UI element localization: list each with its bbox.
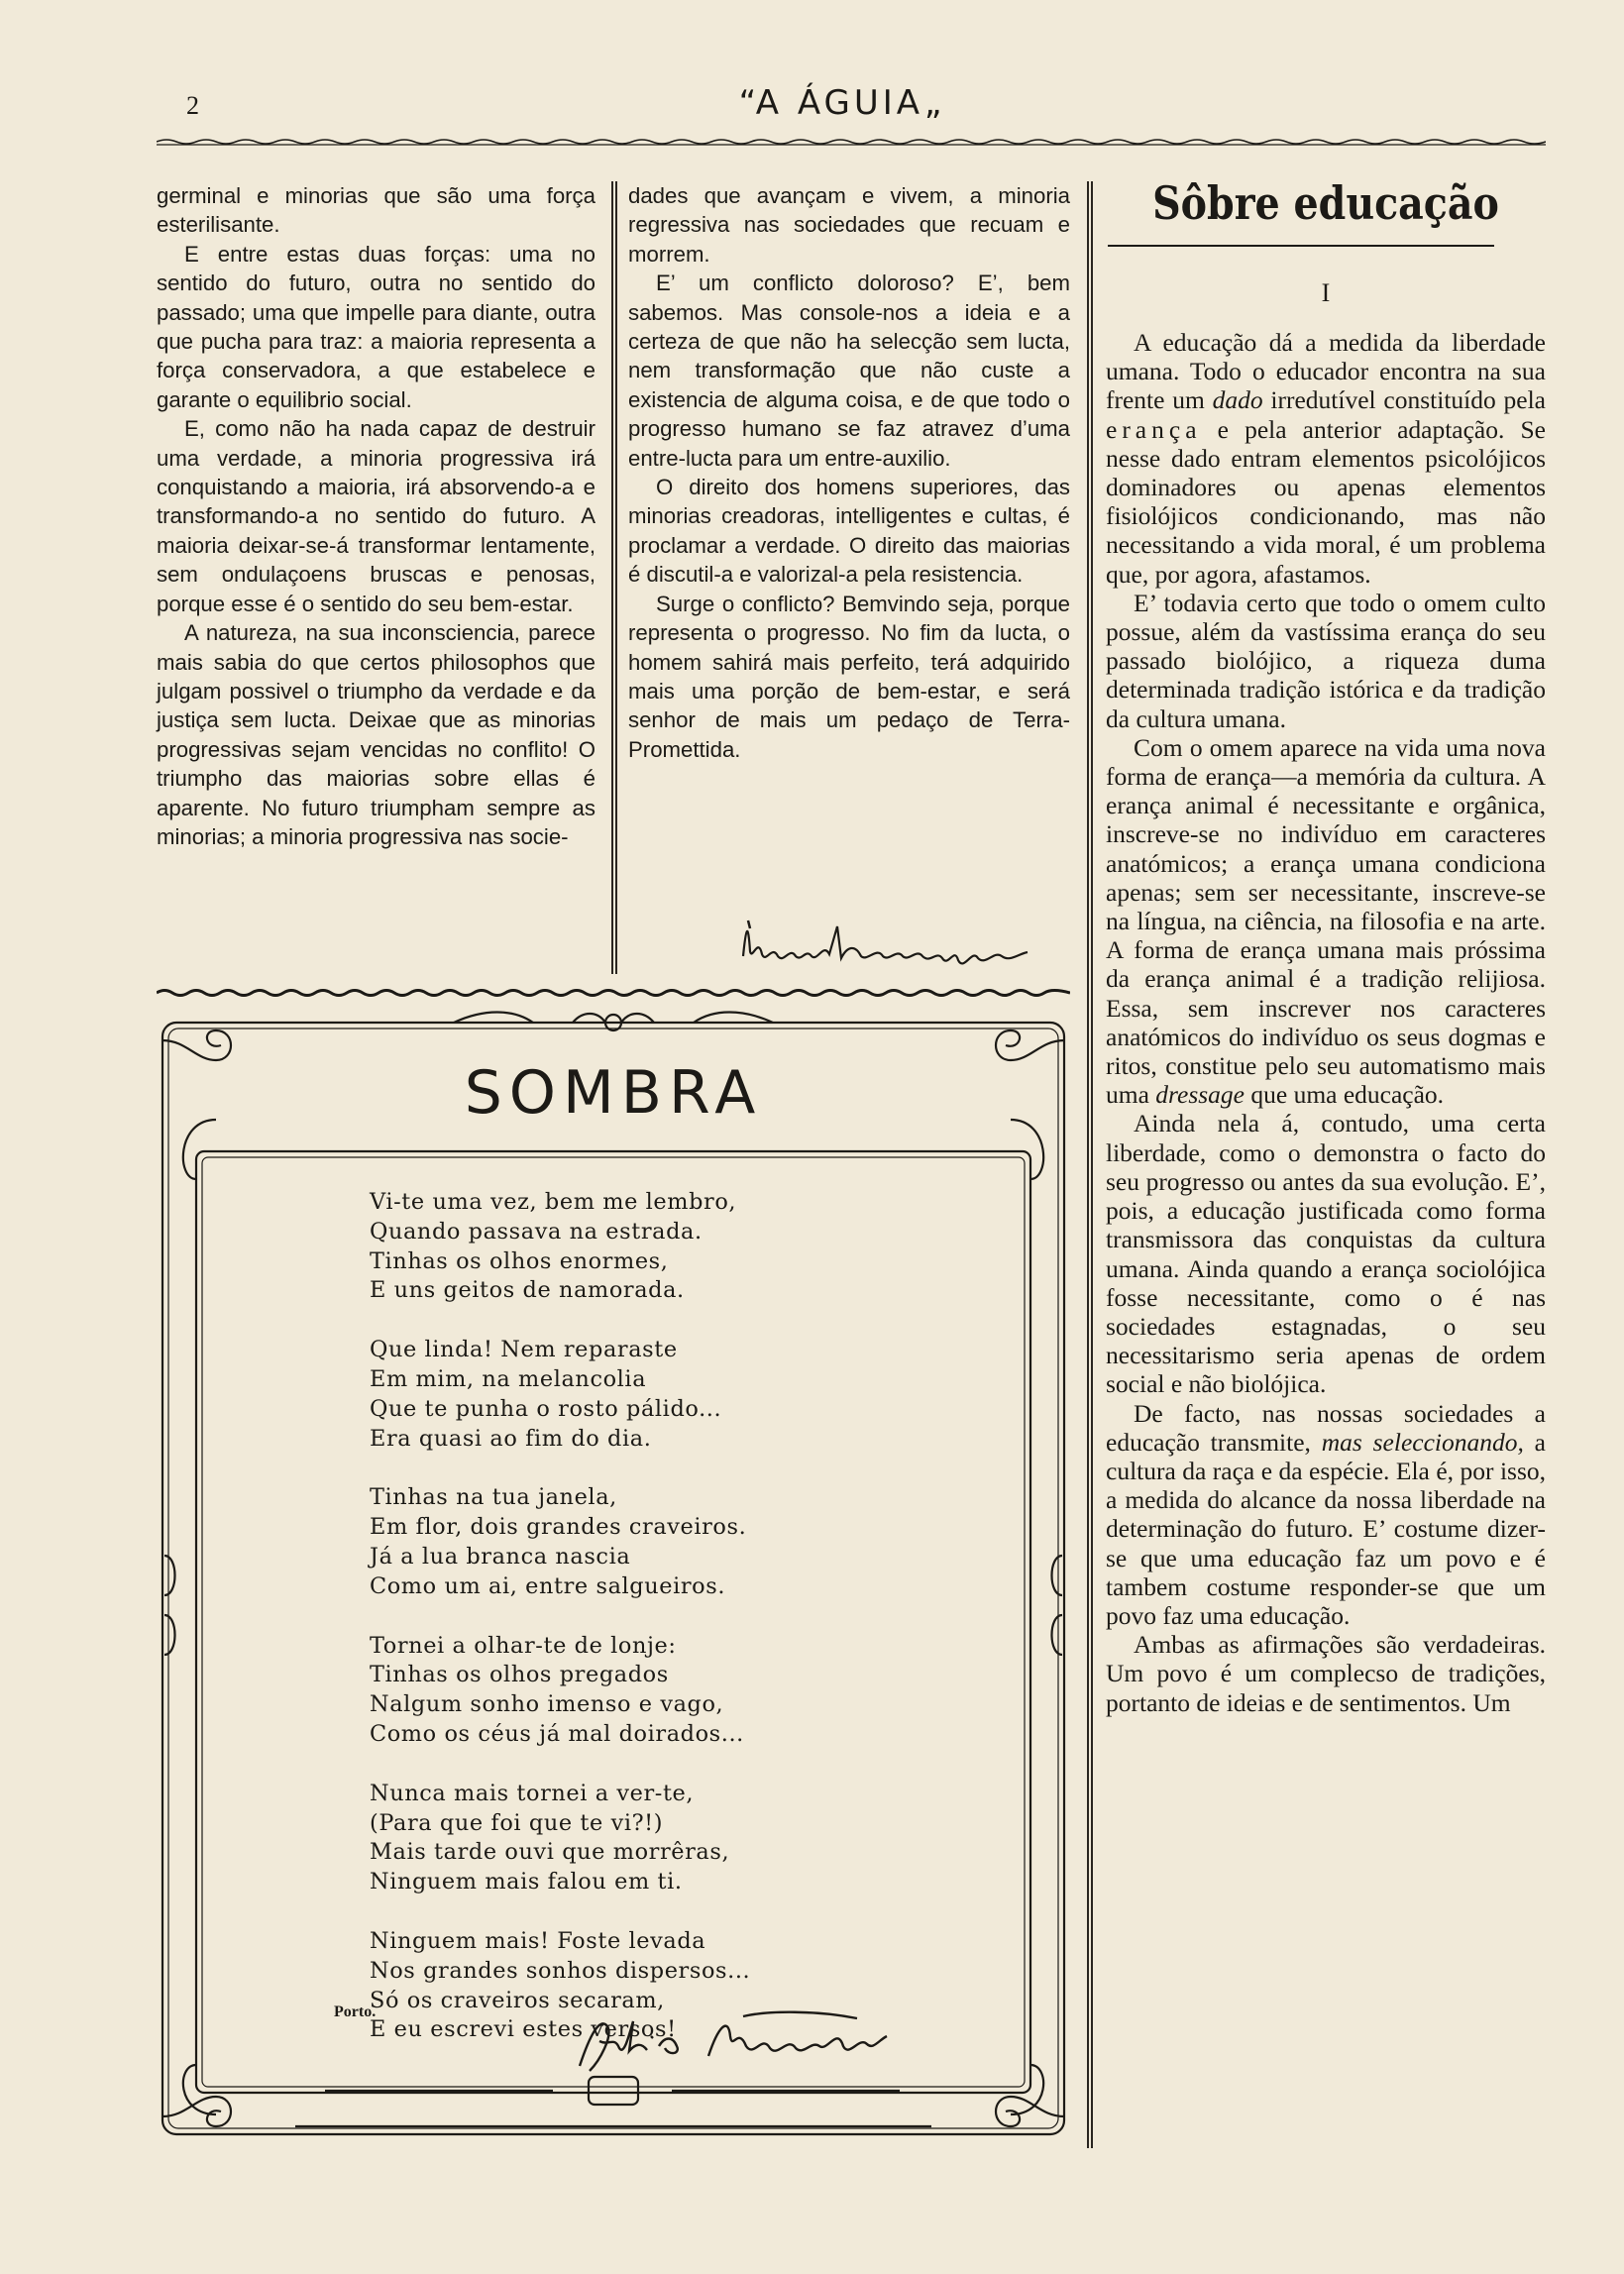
verse-line: Tinhas os olhos pregados — [370, 1662, 669, 1688]
poet-signature — [570, 1997, 897, 2081]
page-number: 2 — [186, 91, 199, 120]
column-divider-2b — [1091, 181, 1093, 2148]
verse-line: Mais tarde ouvi que morrêras, — [370, 1839, 730, 1866]
paragraph: E entre estas duas forças: uma no sentido do futuro, outra no sentido do passado; uma que impelle para diante, outra que pucha para traz: a maioria representa a força conservadora, a que estabelece e garante o equilibrio social. — [157, 241, 595, 412]
article-column-1 — [157, 181, 595, 851]
paragraph: De facto, nas nossas sociedades a educação transmite, mas seleccionando, a cultura da raça e da espécie. Ela é, por isso, a medida do alcance da nossa liberdade na determinação do futuro. E’ costume dizer-se que uma educação faz um povo e é tambem costume responder-se que um povo faz uma educação. — [1106, 1398, 1546, 1630]
verse-line: Como um ai, entre salgueiros. — [370, 1572, 726, 1599]
paragraph: E, como não ha nada capaz de destruir uma verdade, a minoria progressiva irá conquistando a maioria, irá absorvendo-a e transformando-a no sentido do futuro. A maioria deixar-se-á transformar lentamente, sem ondulaçoens bruscas e penosas, porque esse é o sentido do seu bem-estar. — [157, 416, 595, 616]
paragraph: A natureza, na sua inconsciencia, parece mais sabia do que certos philosophos que julgam possivel o triumpho da verdade e da justiça sem lucta. Deixae que as minorias progressivas sejam vencidas no conflito! O triumpho das maiorias sobre ellas é aparente. No futuro triumpham sempre as minorias; a minoria progressiva nas socie- — [157, 620, 595, 849]
verse-line: Tinhas na tua janela, — [370, 1484, 617, 1511]
stanza — [370, 1188, 865, 1306]
poem-place: Porto. — [334, 2003, 377, 2020]
title-underline — [1108, 245, 1494, 247]
paragraph: O direito dos homens superiores, das minorias creadoras, intelligentes e cultas, é proclamar a verdade. O direito das maiorias é discutil-a e valorizal-a pela resistencia. — [628, 475, 1070, 588]
verse-line: Em mim, na melancolia — [370, 1365, 647, 1392]
poem-body — [370, 1188, 865, 2075]
verse-line: E uns geitos de namorada. — [370, 1277, 685, 1304]
stanza — [370, 1483, 865, 1601]
article-column-2 — [628, 181, 1070, 764]
verse-line: (Para que foi que te vi?!) — [370, 1809, 664, 1836]
paragraph: dades que avançam e vivem, a minoria regressiva nas sociedades que recuam e morrem. — [628, 183, 1070, 267]
verse-line: Como os céus já mal doirados... — [370, 1720, 744, 1747]
stanza — [370, 1780, 865, 1897]
paragraph: E’ todavia certo que todo o omem culto possue, além da vastíssima erança do seu passado biolójico, a riqueza duma determinada tradição istórica e da tradição da cultura umana. — [1106, 588, 1546, 733]
paragraph: germinal e minorias que são uma força esterilisante. — [157, 183, 595, 238]
verse-line: Ninguem mais! Foste levada — [370, 1927, 706, 1954]
verse-line: Em flor, dois grandes craveiros. — [370, 1514, 747, 1541]
stanza — [370, 1336, 865, 1454]
paragraph: E’ um conflicto doloroso? E’, bem sabemos. Mas console-nos a ideia e a certeza de que não ha selecção sem lucta, nem transformação que não custe a existencia de alguma coisa, e de que todo o progresso humano se faz atravez d’uma entre-lucta para um entre-auxilio. — [628, 271, 1070, 471]
verse-line: Quando passava na estrada. — [370, 1218, 703, 1245]
paragraph: Com o omem aparece na vida uma nova forma de erança—a memória da cultura. A erança animal é necessitante e orgânica, inscreve-se no indivíduo em caracteres anatómicos; a erança umana condiciona apenas; sem ser necessitante, inscreve-se na língua, na ciência, na filosofia e na arte. A forma de erança umana mais próssima da erança animal é a tradição relijiosa. Essa, sem inscrever nos caracteres anatómicos do indivíduo os seus dogmas e ritos, constitue pelo seu automatismo mais uma dressage que uma educação. — [1106, 732, 1546, 1110]
header-rule — [157, 137, 1546, 147]
paragraph: A educação dá a medida da liberdade umana. Todo o educador encontra na sua frente um dado irredutível constituído pela erança e pela anterior adaptação. Se nesse dado entram elementos psicolójicos dominadores ou apenas elementos fisiolójicos condicionando, mas não necessitando a vida moral, é um problema que, por agora, afastamos. — [1106, 328, 1546, 589]
verse-line: Nalgum sonho imenso e vago, — [370, 1691, 724, 1718]
paragraph: Ainda nela á, contudo, uma certa liberdade, como o demonstra o facto do seu progresso ou antes da sua evolução. E’, pois, a educação justificada como forma transmissora das conquistas da cultura umana. Ainda quando a erança sociolójica fosse necessitante, como o é nas sociedades estagnadas, o seu necessitarismo seria apenas de ordem social e não biolójica. — [1106, 1109, 1546, 1399]
column-divider-2 — [1087, 181, 1089, 2148]
paragraph: Surge o conflicto? Bemvindo seja, porque representa o progresso. No fim da lucta, o homem sahirá mais perfeito, terá adquirido mais uma porção de bem-estar, e será senhor de mais um pedaço de Terra-Promettida. — [628, 591, 1070, 762]
verse-line: Que linda! Nem reparaste — [370, 1337, 678, 1363]
poem-title: SOMBRA — [464, 1058, 763, 1128]
masthead-title: “A ÁGUIA„ — [738, 83, 946, 123]
author-signature — [738, 907, 1035, 976]
verse-line: Tornei a olhar-te de lonje: — [370, 1632, 677, 1659]
poem-top-rule — [157, 987, 1070, 999]
column-divider-1 — [611, 181, 613, 974]
verse-line: Já a lua branca nascia — [370, 1543, 631, 1570]
stanza — [370, 1632, 865, 1750]
column-divider-1b — [615, 181, 617, 974]
paragraph: Ambas as afirmações são verdadeiras. Um povo é um complecso de tradições, portanto de ideias e de sentimentos. Um — [1106, 1630, 1546, 1717]
verse-line: Vi-te uma vez, bem me lembro, — [370, 1189, 737, 1215]
article-column-3 — [1106, 328, 1546, 1717]
verse-line: E eu escrevi estes versos! — [370, 2016, 677, 2043]
verse-line: Nunca mais tornei a ver-te, — [370, 1780, 695, 1806]
verse-line: Que te punha o rosto pálido... — [370, 1395, 722, 1422]
verse-line: Nos grandes sonhos dispersos... — [370, 1957, 751, 1984]
verse-line: Ninguem mais falou em ti. — [370, 1869, 683, 1895]
verse-line: Tinhas os olhos enormes, — [370, 1247, 669, 1274]
verse-line: Era quasi ao fim do dia. — [370, 1425, 652, 1452]
verse-line: Só os craveiros secaram, — [370, 1987, 665, 2013]
section-number: I — [1321, 278, 1331, 307]
article-title: Sôbre educação — [1152, 176, 1499, 230]
